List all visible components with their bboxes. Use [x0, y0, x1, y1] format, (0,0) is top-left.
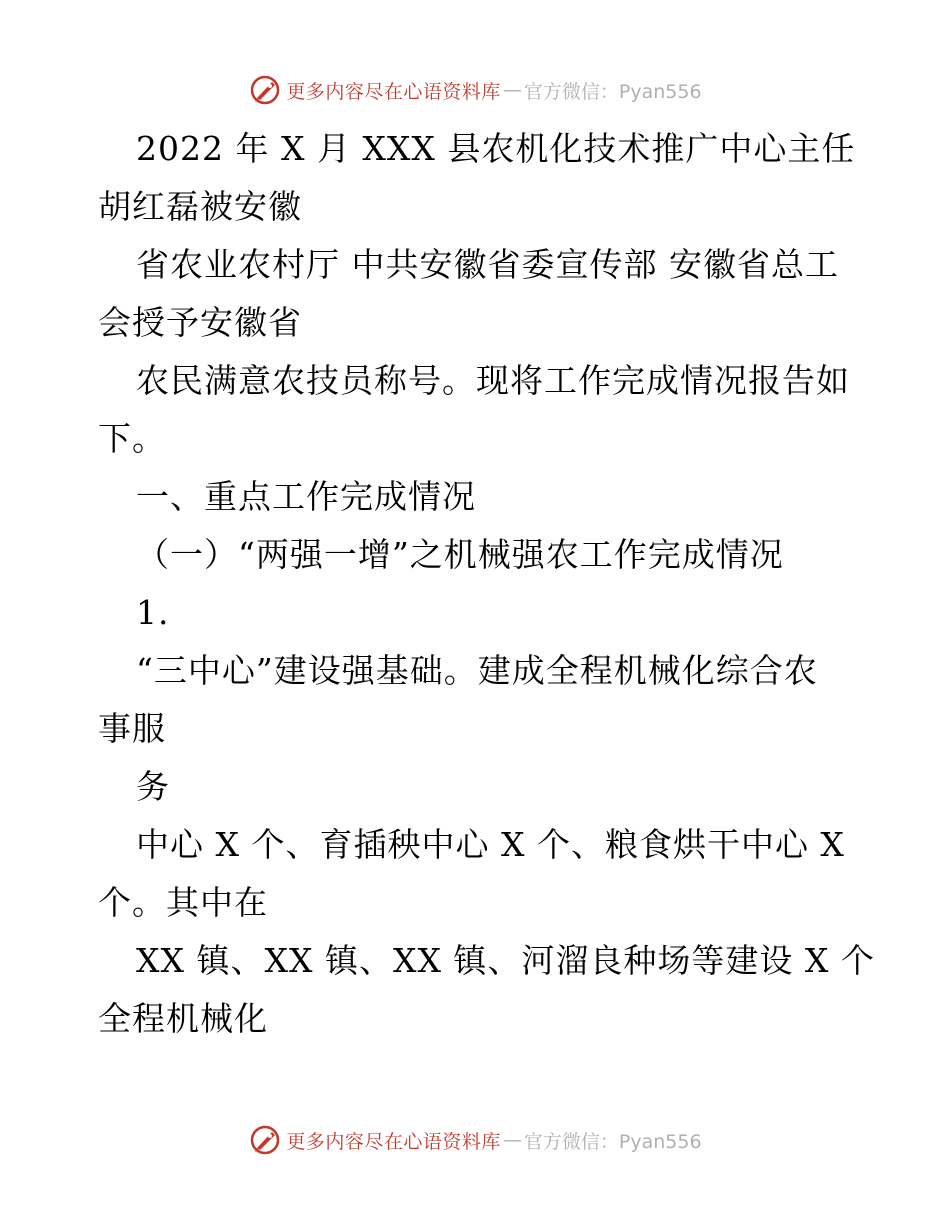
text-line: 个。其中在 [98, 883, 268, 922]
banner-separator: — [502, 79, 522, 101]
header-banner [0, 70, 950, 110]
text-line: 下。 [98, 419, 166, 458]
text-line: 务 [136, 767, 170, 806]
quill-pen-logo-icon [248, 1123, 282, 1157]
banner-wechat: 官方微信：Pyan556 [523, 80, 702, 103]
text-line: 中心 X 个、育插秧中心 X 个、粮食烘干中心 X [136, 825, 845, 864]
quill-pen-logo-icon [248, 73, 282, 107]
text-line: 胡红磊被安徽 [98, 187, 302, 226]
text-line: “三中心”建设强基础。建成全程机械化综合农 [136, 651, 818, 690]
text-line: 会授予安徽省 [98, 303, 302, 342]
banner-text: 更多内容尽在心语资料库 [286, 1130, 501, 1153]
footer-banner [0, 1120, 950, 1160]
banner-separator: — [502, 1129, 522, 1151]
text-line: XX 镇、XX 镇、XX 镇、河溜良种场等建设 X 个 [136, 941, 875, 980]
text-line: 农民满意农技员称号。现将工作完成情况报告如 [136, 361, 850, 400]
text-line: 全程机械化 [98, 999, 268, 1038]
subsection-heading: （一）“两强一增”之机械强农工作完成情况 [136, 535, 784, 574]
item-number: 1. [136, 593, 170, 632]
text-line: 事服 [98, 709, 166, 748]
document-body [98, 120, 875, 1048]
text-line: 省农业农村厅 中共安徽省委宣传部 安徽省总工 [136, 245, 839, 284]
text-line: 2022 年 X 月 XXX 县农机化技术推广中心主任 [136, 129, 856, 168]
banner-text: 更多内容尽在心语资料库 [286, 80, 501, 103]
banner-wechat: 官方微信：Pyan556 [523, 1130, 702, 1153]
section-heading: 一、重点工作完成情况 [136, 477, 476, 516]
